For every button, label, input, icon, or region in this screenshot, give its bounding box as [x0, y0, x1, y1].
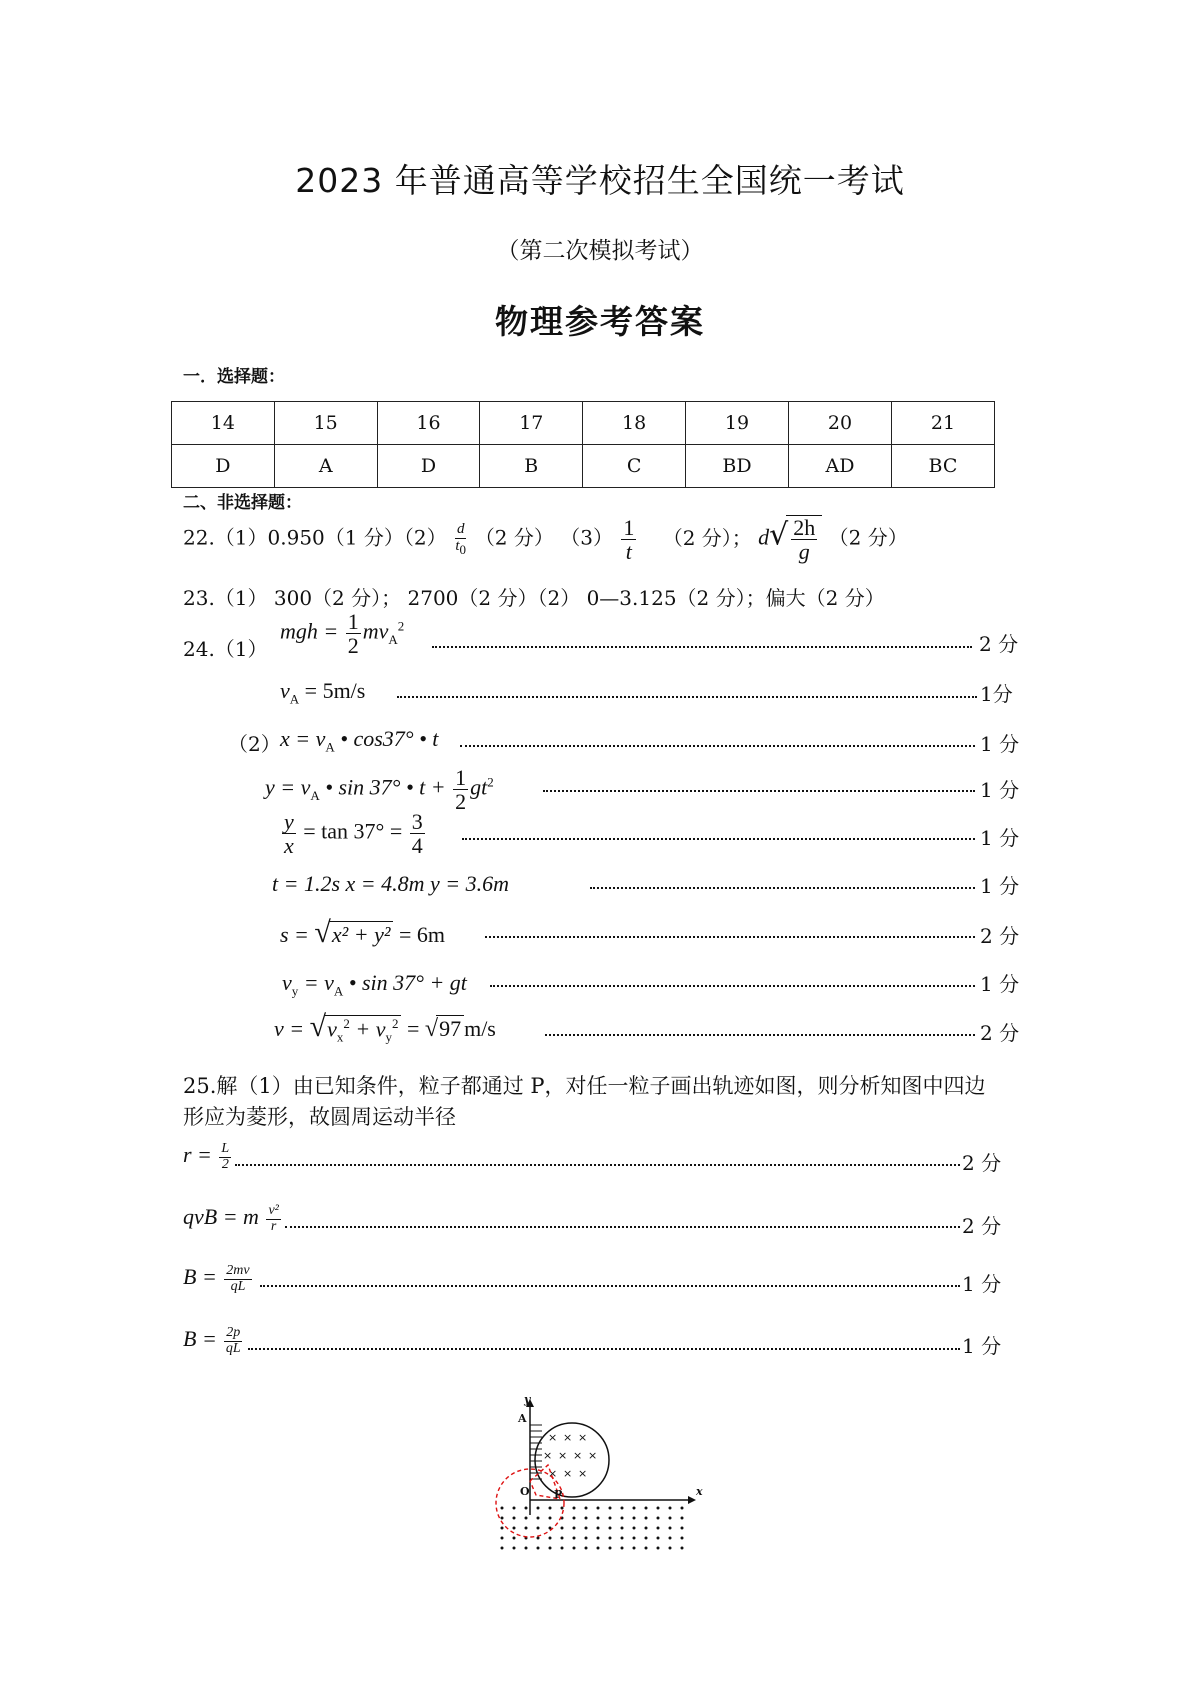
score: 1 分	[962, 1272, 1002, 1296]
score: 2 分	[979, 632, 1019, 656]
q22-frac-1-over-t: $\frac{1}{t}$	[623, 514, 635, 564]
leader-dots	[462, 838, 975, 840]
field-dot	[669, 1537, 672, 1540]
label-a: A	[518, 1412, 527, 1425]
cross-mark: ×	[548, 1467, 558, 1480]
field-dot	[597, 1547, 600, 1550]
field-dot	[633, 1547, 636, 1550]
field-dot	[657, 1507, 660, 1510]
q24-eq2: $v_A = 5m/s$	[280, 678, 366, 707]
field-dot	[681, 1547, 684, 1550]
leader-dots	[490, 985, 975, 987]
q24-eq7: s = √x² + y² = 6m	[280, 916, 445, 949]
q25-paragraph-line1: 25.解（1）由已知条件，粒子都通过 P，对任一粒子画出轨迹如图，则分析知图中四边	[183, 1074, 986, 1098]
q22-score-c: （2 分）	[828, 525, 908, 550]
answer-table	[171, 401, 995, 488]
field-dot	[573, 1547, 576, 1550]
q22-score-b: （2 分）；	[662, 525, 752, 550]
answer-cell: C	[583, 445, 686, 488]
label-o: O	[520, 1485, 530, 1498]
field-dot	[597, 1517, 600, 1520]
field-dot	[633, 1507, 636, 1510]
leader-dots	[235, 1164, 960, 1166]
answer-cell: D	[172, 445, 275, 488]
field-dot	[669, 1527, 672, 1530]
q22-part3: （3）	[560, 525, 613, 550]
field-dot	[525, 1517, 528, 1520]
answer-cell: BD	[685, 445, 788, 488]
field-dot	[657, 1527, 660, 1530]
leader-dots	[397, 696, 977, 698]
q25-eq-b2: B = $\frac{2p}{qL}$	[183, 1325, 241, 1356]
q24-eq5: $\frac{y}{x}$ = tan 37° = $\frac{3}{4}$	[284, 809, 423, 859]
field-dot	[585, 1507, 588, 1510]
leader-dots	[248, 1348, 960, 1350]
score: 1分	[980, 682, 1013, 706]
field-dot	[609, 1517, 612, 1520]
field-dot	[513, 1517, 516, 1520]
answer-table-row-answers	[172, 445, 995, 488]
field-dot	[513, 1547, 516, 1550]
field-dot	[621, 1537, 624, 1540]
label-x: x	[696, 1485, 703, 1498]
answer-cell: D	[377, 445, 480, 488]
q24-eq3: $x = v_A$ • cos37° • t	[280, 726, 439, 755]
score: 1 分	[980, 826, 1020, 850]
field-dot	[669, 1517, 672, 1520]
field-dot	[597, 1507, 600, 1510]
field-dot	[561, 1507, 564, 1510]
q24-part2-label: （2）	[228, 732, 281, 756]
field-dot	[633, 1517, 636, 1520]
field-dot	[525, 1547, 528, 1550]
field-dot	[501, 1507, 504, 1510]
field-dot	[537, 1547, 540, 1550]
leader-dots	[432, 646, 972, 648]
field-dot	[633, 1527, 636, 1530]
q24-eq8: $v_y = v_A$ • sin 37° + gt	[282, 970, 467, 999]
field-dot	[645, 1507, 648, 1510]
score: 1 分	[962, 1334, 1002, 1358]
field-dot	[573, 1527, 576, 1530]
question-number: 19	[685, 402, 788, 445]
field-dot	[549, 1517, 552, 1520]
document-title: 物理参考答案	[495, 302, 705, 341]
q25-eq-r: r = $\frac{L}{2}$	[183, 1141, 230, 1172]
answer-cell: BC	[891, 445, 994, 488]
field-dot	[525, 1507, 528, 1510]
leader-dots	[543, 790, 975, 792]
q22-frac-d-over-t0: $\frac{d}{t_0}$	[455, 520, 467, 557]
x-axis-arrow	[688, 1496, 696, 1504]
field-dot	[645, 1517, 648, 1520]
score: 1 分	[980, 732, 1020, 756]
field-dot	[585, 1547, 588, 1550]
field-dot	[501, 1537, 504, 1540]
question-number: 17	[480, 402, 583, 445]
field-dot	[681, 1517, 684, 1520]
field-dot	[597, 1537, 600, 1540]
field-dot	[645, 1527, 648, 1530]
q22-answer	[183, 515, 908, 563]
q22-lead: 22.（1）0.950（1 分）（2）	[183, 525, 447, 550]
score: 2 分	[980, 1021, 1020, 1045]
field-dot	[513, 1527, 516, 1530]
field-dot	[501, 1517, 504, 1520]
leader-dots	[260, 1285, 960, 1287]
cross-mark: ×	[548, 1431, 558, 1444]
question-number: 21	[891, 402, 994, 445]
score: 1 分	[980, 972, 1020, 996]
score: 2 分	[980, 924, 1020, 948]
exam-title: 2023 年普通高等学校招生全国统一考试	[295, 161, 905, 200]
field-dot	[621, 1527, 624, 1530]
field-dots	[501, 1507, 684, 1550]
field-dot	[513, 1507, 516, 1510]
exam-subtitle: （第二次模拟考试）	[496, 238, 704, 264]
field-dot	[561, 1537, 564, 1540]
field-dot	[585, 1527, 588, 1530]
field-dot	[609, 1547, 612, 1550]
field-dot	[573, 1517, 576, 1520]
q24-eq1: mgh = $\frac{1}{2}$ $mv_A^2$	[280, 609, 405, 659]
field-dot	[633, 1537, 636, 1540]
leader-dots	[285, 1226, 960, 1228]
field-dot	[645, 1547, 648, 1550]
field-dot	[669, 1507, 672, 1510]
score: 2 分	[962, 1214, 1002, 1238]
trajectory-figure	[490, 1395, 720, 1555]
field-dot	[585, 1517, 588, 1520]
answer-cell: A	[274, 445, 377, 488]
field-dot	[561, 1547, 564, 1550]
field-dot	[561, 1527, 564, 1530]
cross-mark: ×	[543, 1449, 553, 1462]
q24-eq9: $v = √v_x^2 + v_y^2 = √97$ m/s	[274, 1010, 496, 1045]
field-dot	[681, 1507, 684, 1510]
field-dot	[609, 1507, 612, 1510]
answer-cell: B	[480, 445, 583, 488]
field-crosses	[543, 1431, 597, 1480]
field-dot	[597, 1527, 600, 1530]
field-dot	[657, 1517, 660, 1520]
field-dot	[621, 1507, 624, 1510]
field-dot	[681, 1527, 684, 1530]
field-dot	[549, 1547, 552, 1550]
q24-label: 24.（1）	[183, 637, 268, 661]
field-dot	[573, 1537, 576, 1540]
field-dot	[549, 1507, 552, 1510]
score: 1 分	[980, 778, 1020, 802]
field-dot	[537, 1517, 540, 1520]
cross-mark: ×	[573, 1449, 583, 1462]
field-dot	[609, 1527, 612, 1530]
field-dot	[669, 1547, 672, 1550]
field-dot	[573, 1507, 576, 1510]
field-dot	[537, 1507, 540, 1510]
section-nonchoice-heading: 二、非选择题：	[183, 493, 302, 513]
field-dot	[621, 1547, 624, 1550]
cross-mark: ×	[558, 1449, 568, 1462]
label-p: P	[554, 1488, 563, 1501]
leader-dots	[590, 887, 975, 889]
field-dot	[645, 1537, 648, 1540]
field-dot	[501, 1527, 504, 1530]
q25-eq-qvb: qvB = m $\frac{\text{v²}}{r}$	[183, 1203, 279, 1234]
cross-mark: ×	[563, 1467, 573, 1480]
q22-score-a: （2 分）	[474, 525, 554, 550]
leader-dots	[485, 936, 975, 938]
question-number: 16	[377, 402, 480, 445]
q22-sqrt-2h-over-g: $\frac{2h}{g}$	[786, 515, 822, 563]
field-dot	[537, 1537, 540, 1540]
section-choice-heading: 一．选择题：	[183, 367, 285, 387]
field-dot	[657, 1547, 660, 1550]
field-dot	[549, 1537, 552, 1540]
answer-table-row-numbers	[172, 402, 995, 445]
q25-eq-b1: B = $\frac{2mv}{qL}$	[183, 1263, 250, 1294]
answer-cell: AD	[788, 445, 891, 488]
field-dot	[609, 1537, 612, 1540]
q24-eq6: t = 1.2s x = 4.8m y = 3.6m	[272, 871, 510, 896]
label-y: y	[524, 1395, 531, 1406]
q24-eq4: $y = v_A$ • sin 37° • t + $\frac{1}{2}$ $gt^2$	[265, 765, 494, 815]
cross-mark: ×	[588, 1449, 598, 1462]
leader-dots	[545, 1034, 975, 1036]
question-number: 18	[583, 402, 686, 445]
field-dot	[525, 1527, 528, 1530]
leader-dots	[460, 745, 975, 747]
field-dot	[681, 1537, 684, 1540]
q23-answer: 23.（1） 300（2 分）； 2700（2 分）（2） 0—3.125（2 分）；偏大（2 分）	[183, 586, 885, 610]
cross-mark: ×	[578, 1431, 588, 1444]
question-number: 15	[274, 402, 377, 445]
cross-mark: ×	[563, 1431, 573, 1444]
field-dot	[657, 1537, 660, 1540]
question-number: 14	[172, 402, 275, 445]
field-dot	[585, 1537, 588, 1540]
sqrt-symbol: √	[769, 517, 789, 553]
field-dot	[621, 1517, 624, 1520]
score: 2 分	[962, 1151, 1002, 1175]
q22-d: d	[758, 524, 770, 550]
field-dot	[513, 1537, 516, 1540]
field-dot	[501, 1547, 504, 1550]
q25-paragraph-line2: 形应为菱形，故圆周运动半径	[183, 1105, 456, 1129]
question-number: 20	[788, 402, 891, 445]
score: 1 分	[980, 874, 1020, 898]
cross-mark: ×	[578, 1467, 588, 1480]
field-dot	[537, 1527, 540, 1530]
